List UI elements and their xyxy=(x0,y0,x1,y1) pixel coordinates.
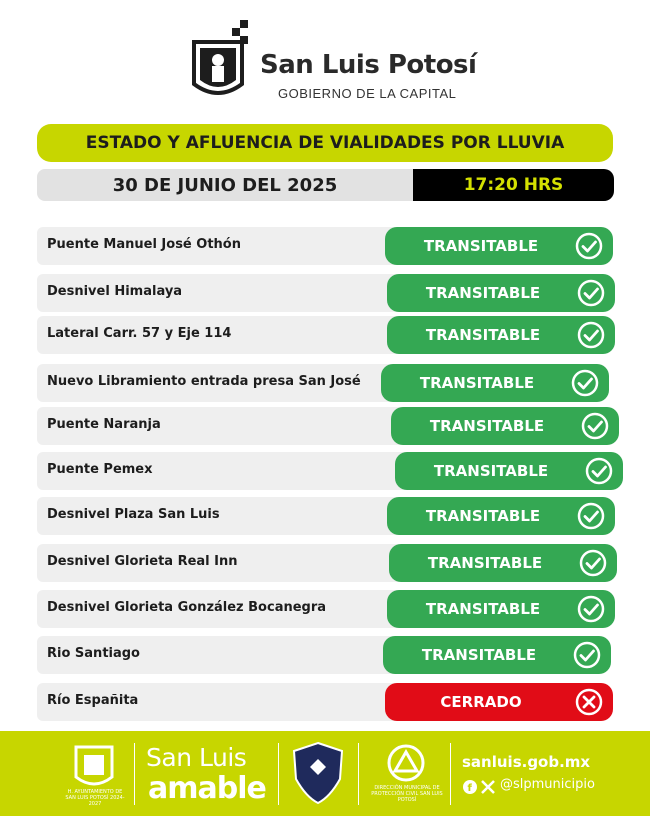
brand-title: San Luis Potosí xyxy=(260,50,477,80)
svg-text:f: f xyxy=(467,783,472,794)
road-status-badge xyxy=(383,636,611,674)
road-label-box xyxy=(37,497,437,535)
road-label-box xyxy=(37,227,437,265)
road-label-box xyxy=(37,544,437,582)
road-name: Puente Naranja xyxy=(47,417,161,432)
road-name: Desnivel Glorieta Real Inn xyxy=(47,554,238,569)
header xyxy=(0,0,650,120)
road-status-badge xyxy=(385,683,613,721)
footer-divider xyxy=(358,743,359,805)
road-label-box xyxy=(37,407,437,445)
road-name: Puente Manuel José Othón xyxy=(47,237,241,252)
road-row xyxy=(37,497,613,535)
page-title: ESTADO Y AFLUENCIA DE VIALIDADES POR LLUVIA xyxy=(37,124,613,162)
road-row xyxy=(37,590,613,628)
social-handle[interactable]: @slpmunicipio xyxy=(500,777,595,792)
road-row xyxy=(37,407,613,445)
amable-logo-line1: San Luis xyxy=(146,743,247,772)
check-circle-icon xyxy=(577,279,605,307)
social-media-icons xyxy=(462,779,496,795)
x-circle-icon xyxy=(575,688,603,716)
check-circle-icon xyxy=(575,232,603,260)
council-caption: H. AYUNTAMIENTO DE SAN LUIS POTOSÍ 2024-2027 xyxy=(65,789,125,807)
check-circle-icon xyxy=(577,321,605,349)
footer-divider xyxy=(134,743,135,805)
road-name: Nuevo Libramiento entrada presa San José xyxy=(47,374,361,389)
road-status-text: TRANSITABLE xyxy=(423,237,539,255)
road-status-text: TRANSITABLE xyxy=(429,417,545,435)
road-label-box xyxy=(37,364,437,402)
check-circle-icon xyxy=(577,502,605,530)
road-status-text: TRANSITABLE xyxy=(425,326,541,344)
road-status-badge xyxy=(387,497,615,535)
road-label-box xyxy=(37,636,437,674)
road-status-badge xyxy=(385,227,613,265)
road-name: Puente Pemex xyxy=(47,462,153,477)
road-label-box xyxy=(37,683,437,721)
date-label: 30 DE JUNIO DEL 2025 xyxy=(37,169,413,201)
road-label-box xyxy=(37,274,437,312)
road-status-badge xyxy=(381,364,609,402)
road-status-text: TRANSITABLE xyxy=(425,284,541,302)
road-label-box xyxy=(37,316,437,354)
road-name: Desnivel Plaza San Luis xyxy=(47,507,220,522)
check-circle-icon xyxy=(571,369,599,397)
brand-subtitle: GOBIERNO DE LA CAPITAL xyxy=(278,86,457,101)
time-label: 17:20 HRS xyxy=(413,169,614,201)
check-circle-icon xyxy=(585,457,613,485)
road-name: Lateral Carr. 57 y Eje 114 xyxy=(47,326,232,341)
road-row xyxy=(37,683,613,721)
footer xyxy=(0,731,650,816)
road-row xyxy=(37,274,613,312)
city-crest-logo xyxy=(190,20,250,102)
road-row xyxy=(37,452,613,490)
road-name: Rio Santiago xyxy=(47,646,140,661)
road-label-box xyxy=(37,452,437,490)
civil-protection-icon xyxy=(386,743,426,783)
road-status-text: TRANSITABLE xyxy=(425,600,541,618)
road-name: Desnivel Glorieta González Bocanegra xyxy=(47,600,327,615)
road-row xyxy=(37,636,613,674)
amable-logo-line2: amable xyxy=(148,771,266,806)
road-status-text: TRANSITABLE xyxy=(419,374,535,392)
website-link[interactable]: sanluis.gob.mx xyxy=(462,753,591,771)
check-circle-icon xyxy=(577,595,605,623)
road-name: Desnivel Himalaya xyxy=(47,284,183,299)
road-status-badge xyxy=(387,316,615,354)
footer-divider xyxy=(450,743,451,805)
footer-divider xyxy=(278,743,279,805)
road-name: Río Españita xyxy=(47,693,139,708)
check-circle-icon xyxy=(581,412,609,440)
road-status-badge xyxy=(395,452,623,490)
police-badge-icon xyxy=(290,741,346,805)
check-circle-icon xyxy=(579,549,607,577)
road-status-text: CERRADO xyxy=(440,693,522,711)
road-status-text: TRANSITABLE xyxy=(425,507,541,525)
road-status-badge xyxy=(391,407,619,445)
road-label-box xyxy=(37,590,437,628)
road-row xyxy=(37,227,613,265)
road-status-badge xyxy=(389,544,617,582)
road-status-badge xyxy=(387,590,615,628)
road-status-text: TRANSITABLE xyxy=(433,462,549,480)
road-row xyxy=(37,364,613,402)
civil-protection-caption: DIRECCIÓN MUNICIPAL DE PROTECCIÓN CIVIL SAN LUIS POTOSÍ xyxy=(371,785,443,803)
road-row xyxy=(37,544,613,582)
road-status-text: TRANSITABLE xyxy=(427,554,543,572)
road-row xyxy=(37,316,613,354)
road-status-text: TRANSITABLE xyxy=(421,646,537,664)
check-circle-icon xyxy=(573,641,601,669)
road-status-badge xyxy=(387,274,615,312)
